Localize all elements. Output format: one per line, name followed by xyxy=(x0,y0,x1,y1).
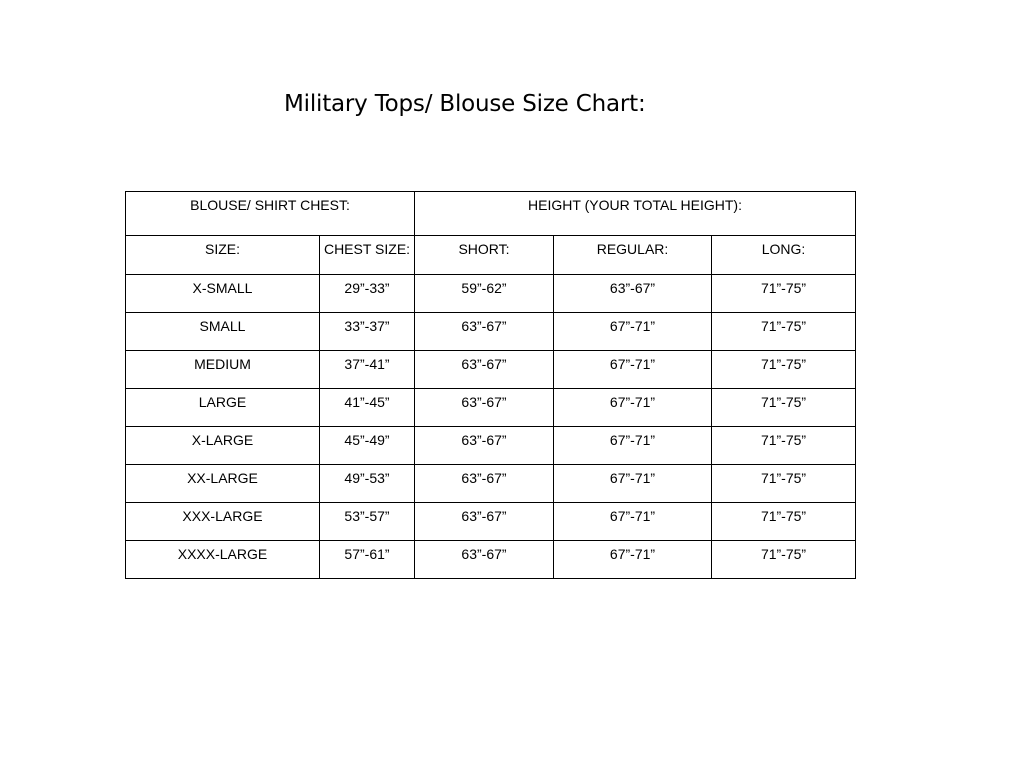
size-cell: X-LARGE xyxy=(126,427,320,465)
long-cell: 71”-75” xyxy=(712,275,856,313)
chest-cell: 37”-41” xyxy=(320,351,415,389)
page-title: Military Tops/ Blouse Size Chart: xyxy=(284,91,646,117)
regular-cell: 67”-71” xyxy=(554,427,712,465)
short-cell: 63”-67” xyxy=(415,313,554,351)
chest-cell: 57”-61” xyxy=(320,541,415,579)
regular-cell: 67”-71” xyxy=(554,313,712,351)
regular-cell: 67”-71” xyxy=(554,541,712,579)
chest-cell: 53”-57” xyxy=(320,503,415,541)
column-header-short: SHORT: xyxy=(415,236,554,275)
column-header-regular: REGULAR: xyxy=(554,236,712,275)
short-cell: 63”-67” xyxy=(415,427,554,465)
column-header-long: LONG: xyxy=(712,236,856,275)
size-cell: SMALL xyxy=(126,313,320,351)
table-row xyxy=(126,465,856,503)
size-cell: LARGE xyxy=(126,389,320,427)
chest-cell: 41”-45” xyxy=(320,389,415,427)
table-row xyxy=(126,313,856,351)
size-cell: X-SMALL xyxy=(126,275,320,313)
table-row xyxy=(126,351,856,389)
group-header-height: HEIGHT (YOUR TOTAL HEIGHT): xyxy=(415,192,856,236)
table-row xyxy=(126,275,856,313)
short-cell: 63”-67” xyxy=(415,503,554,541)
size-cell: MEDIUM xyxy=(126,351,320,389)
chest-cell: 33”-37” xyxy=(320,313,415,351)
chest-cell: 49”-53” xyxy=(320,465,415,503)
table-row xyxy=(126,541,856,579)
size-cell: XXXX-LARGE xyxy=(126,541,320,579)
table-row xyxy=(126,427,856,465)
short-cell: 63”-67” xyxy=(415,351,554,389)
chest-cell: 29”-33” xyxy=(320,275,415,313)
short-cell: 63”-67” xyxy=(415,389,554,427)
size-cell: XX-LARGE xyxy=(126,465,320,503)
long-cell: 71”-75” xyxy=(712,351,856,389)
column-header-row xyxy=(126,236,856,275)
short-cell: 59”-62” xyxy=(415,275,554,313)
group-header-chest: BLOUSE/ SHIRT CHEST: xyxy=(126,192,415,236)
long-cell: 71”-75” xyxy=(712,541,856,579)
regular-cell: 67”-71” xyxy=(554,389,712,427)
long-cell: 71”-75” xyxy=(712,389,856,427)
column-header-chest-size: CHEST SIZE: xyxy=(320,236,415,275)
size-chart-table xyxy=(125,191,856,579)
table-row xyxy=(126,389,856,427)
column-header-size: SIZE: xyxy=(126,236,320,275)
table-row xyxy=(126,503,856,541)
long-cell: 71”-75” xyxy=(712,503,856,541)
regular-cell: 67”-71” xyxy=(554,465,712,503)
group-header-row xyxy=(126,192,856,236)
short-cell: 63”-67” xyxy=(415,541,554,579)
size-cell: XXX-LARGE xyxy=(126,503,320,541)
long-cell: 71”-75” xyxy=(712,427,856,465)
chest-cell: 45”-49” xyxy=(320,427,415,465)
regular-cell: 67”-71” xyxy=(554,503,712,541)
long-cell: 71”-75” xyxy=(712,465,856,503)
regular-cell: 63”-67” xyxy=(554,275,712,313)
long-cell: 71”-75” xyxy=(712,313,856,351)
short-cell: 63”-67” xyxy=(415,465,554,503)
regular-cell: 67”-71” xyxy=(554,351,712,389)
